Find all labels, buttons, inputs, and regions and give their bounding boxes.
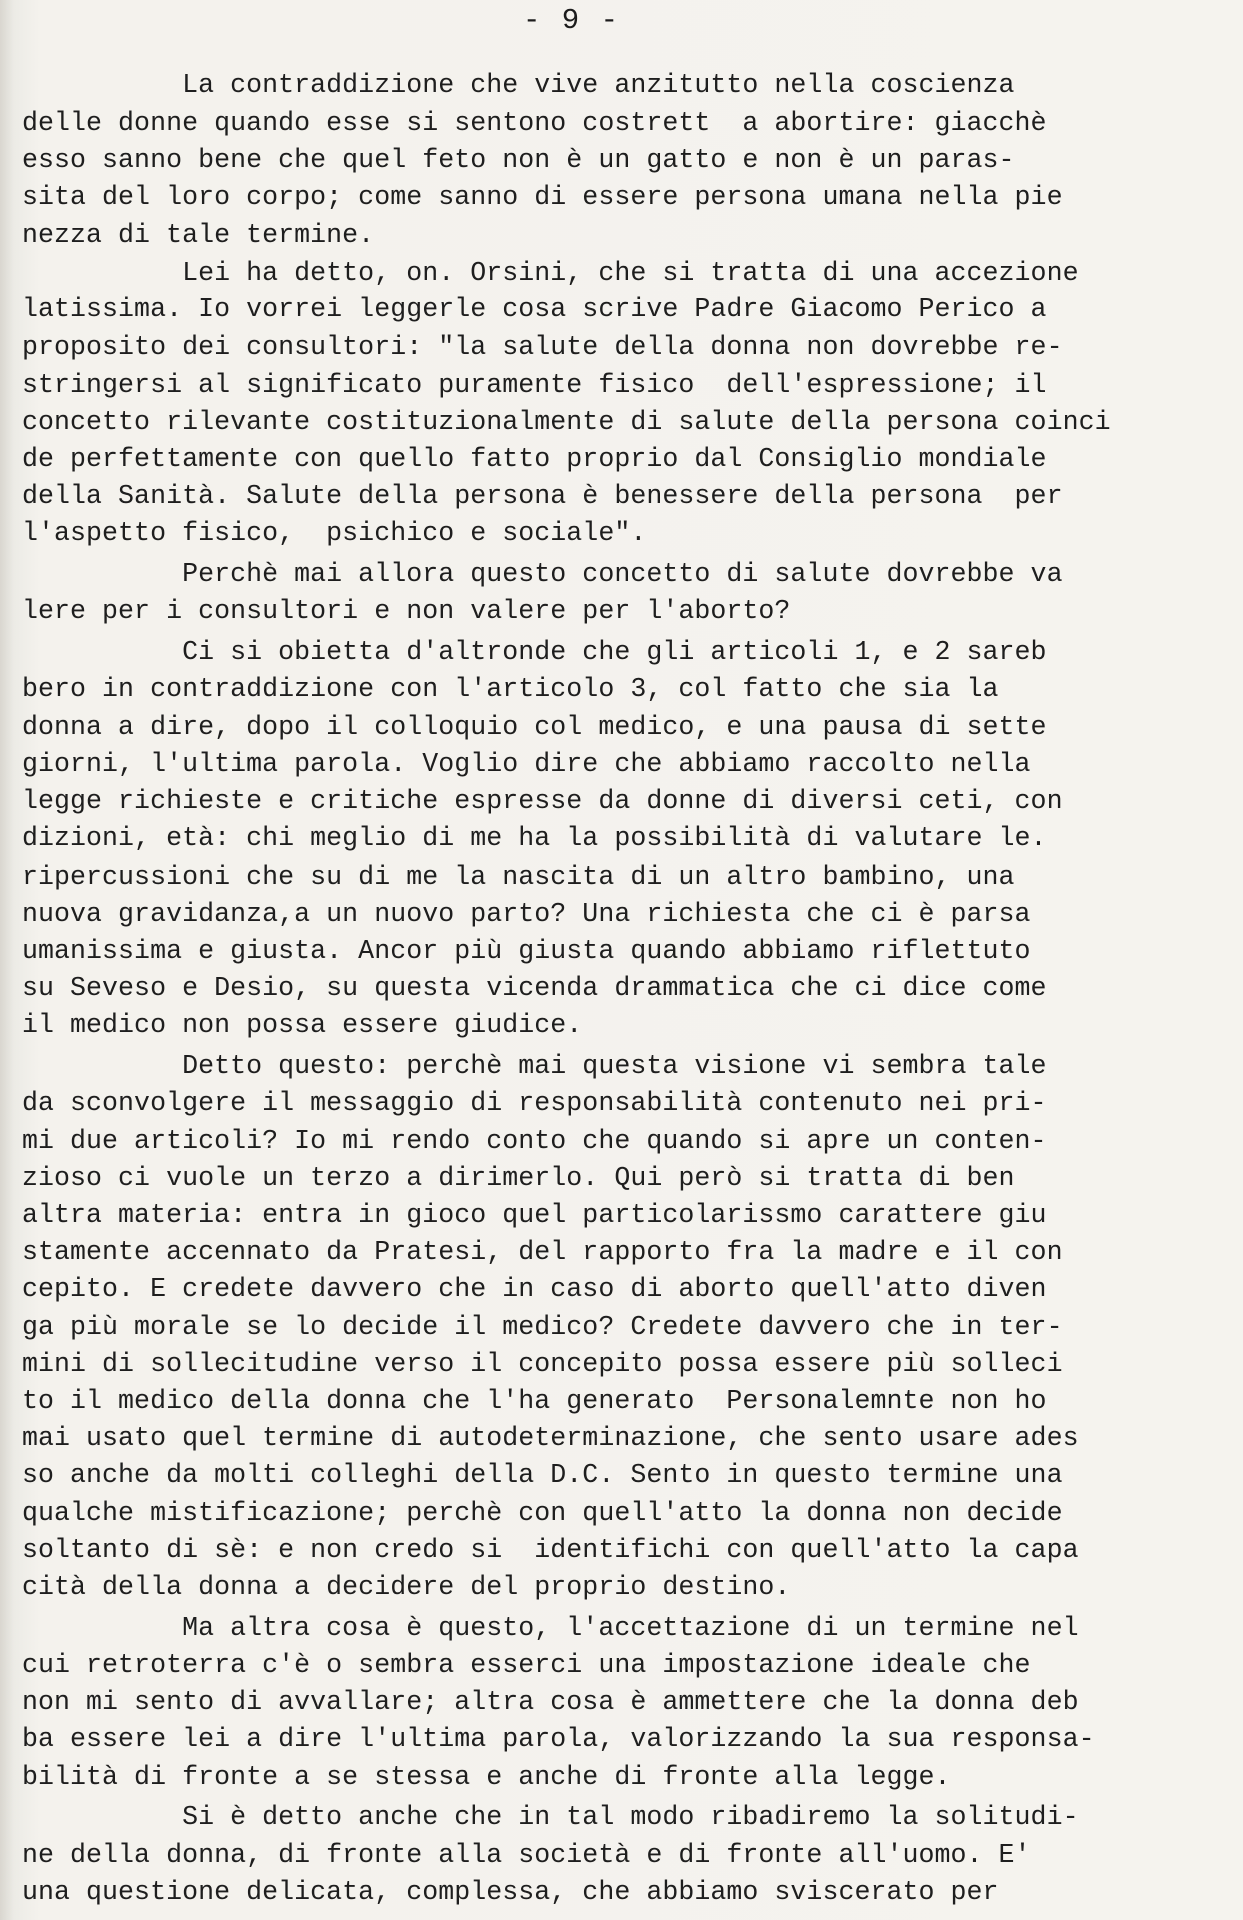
text-line: delle donne quando esse si sentono costrett a abortire: giacchè xyxy=(22,108,1047,138)
text-line: Ma altra cosa è questo, l'accettazione di un termine nel xyxy=(22,1612,1079,1643)
text-line: bilità di fronte a se stessa e anche di fronte alla legge. xyxy=(22,1761,951,1792)
text-line: sita del loro corpo; come sanno di essere persona umana nella pie xyxy=(22,182,1063,213)
text-line: cità della donna a decidere del proprio destino. xyxy=(22,1572,791,1602)
text-line: bero in contraddizione con l'articolo 3, col fatto che sia la xyxy=(22,674,999,705)
text-line: La contraddizione che vive anzitutto nella coscienza xyxy=(22,69,1015,100)
text-line: dizioni, età: chi meglio di me ha la possibilità di valutare le. xyxy=(22,823,1047,854)
text-line: ripercussioni che su di me la nascita di un altro bambino, una xyxy=(22,861,1015,892)
text-line: soltanto di sè: e non credo si identifichi con quell'atto la capa xyxy=(22,1534,1079,1565)
text-line: nuova gravidanza,a un nuovo parto? Una richiesta che ci è parsa xyxy=(22,898,1031,929)
text-line: legge richieste e critiche espresse da donne di diversi ceti, con xyxy=(22,786,1063,816)
text-line: ga più morale se lo decide il medico? Credete davvero che in ter- xyxy=(22,1311,1063,1342)
text-line: Detto questo: perchè mai questa visione vi sembra tale xyxy=(22,1051,1047,1082)
text-line: umanissima e giusta. Ancor più giusta quando abbiamo riflettuto xyxy=(22,936,1031,966)
text-line: Lei ha detto, on. Orsini, che si tratta di una accezione xyxy=(22,258,1079,288)
text-line: stringersi al significato puramente fisico dell'espressione; il xyxy=(22,369,1047,400)
text-line: proposito dei consultori: "la salute della donna non dovrebbe re- xyxy=(22,332,1063,363)
text-line: della Sanità. Salute della persona è benessere della persona per xyxy=(22,481,1063,512)
text-line: to il medico della donna che l'ha generato Personalemnte non ho xyxy=(22,1386,1047,1416)
text-line: giorni, l'ultima parola. Voglio dire che abbiamo raccolto nella xyxy=(22,748,1031,779)
text-line: concetto rilevante costituzionalmente di salute della persona coinci xyxy=(22,406,1111,437)
text-line: l'aspetto fisico, psichico e sociale". xyxy=(22,518,647,549)
text-line: ba essere lei a dire l'ultima parola, valorizzando la sua responsa- xyxy=(22,1724,1095,1755)
text-line: cui retroterra c'è o sembra esserci una impostazione ideale che xyxy=(22,1650,1031,1680)
text-line: il medico non possa essere giudice. xyxy=(22,1010,583,1041)
text-line: lere per i consultori e non valere per l'aborto? xyxy=(22,596,791,627)
page-number: - 9 - xyxy=(522,4,620,37)
text-line: una questione delicata, complessa, che abbiamo sviscerato per xyxy=(22,1876,999,1907)
text-line: su Seveso e Desio, su questa vicenda drammatica che ci dice come xyxy=(22,973,1047,1004)
text-line: stamente accennato da Pratesi, del rapporto fra la madre e il con xyxy=(22,1237,1063,1268)
text-line: Si è detto anche che in tal modo ribadiremo la solitudi- xyxy=(22,1802,1079,1833)
text-line: nezza di tale termine. xyxy=(22,219,375,250)
text-line: qualche mistificazione; perchè con quell'atto la donna non decide xyxy=(22,1497,1063,1528)
text-line: donna a dire, dopo il colloquio col medico, e una pausa di sette xyxy=(22,711,1047,742)
text-line: Perchè mai allora questo concetto di salute dovrebbe va xyxy=(22,559,1063,590)
text-line: de perfettamente con quello fatto proprio dal Consiglio mondiale xyxy=(22,444,1047,474)
text-line: so anche da molti colleghi della D.C. Sento in questo termine una xyxy=(22,1460,1063,1491)
text-line: esso sanno bene che quel feto non è un gatto e non è un paras- xyxy=(22,145,1015,176)
text-line: non mi sento di avvallare; altra cosa è ammettere che la donna deb xyxy=(22,1687,1079,1718)
text-line: da sconvolgere il messaggio di responsabilità contenuto nei pri- xyxy=(22,1088,1047,1119)
text-line: cepito. E credete davvero che in caso di aborto quell'atto diven xyxy=(22,1274,1047,1305)
text-line: mi due articoli? Io mi rendo conto che quando si apre un conten- xyxy=(22,1125,1047,1156)
text-line: mai usato quel termine di autodeterminazione, che sento usare ades xyxy=(22,1423,1079,1454)
text-line: ne della donna, di fronte alla società e di fronte all'uomo. E' xyxy=(22,1839,1031,1870)
text-line: Ci si obietta d'altronde che gli articoli 1, e 2 sareb xyxy=(22,637,1047,668)
text-line: altra materia: entra in gioco quel particolarissmo carattere giu xyxy=(22,1200,1047,1230)
text-line: latissima. Io vorrei leggerle cosa scrive Padre Giacomo Perico a xyxy=(22,294,1047,324)
text-line: mini di sollecitudine verso il concepito possa essere più solleci xyxy=(22,1348,1063,1379)
text-line: zioso ci vuole un terzo a dirimerlo. Qui però si tratta di ben xyxy=(22,1162,1015,1193)
